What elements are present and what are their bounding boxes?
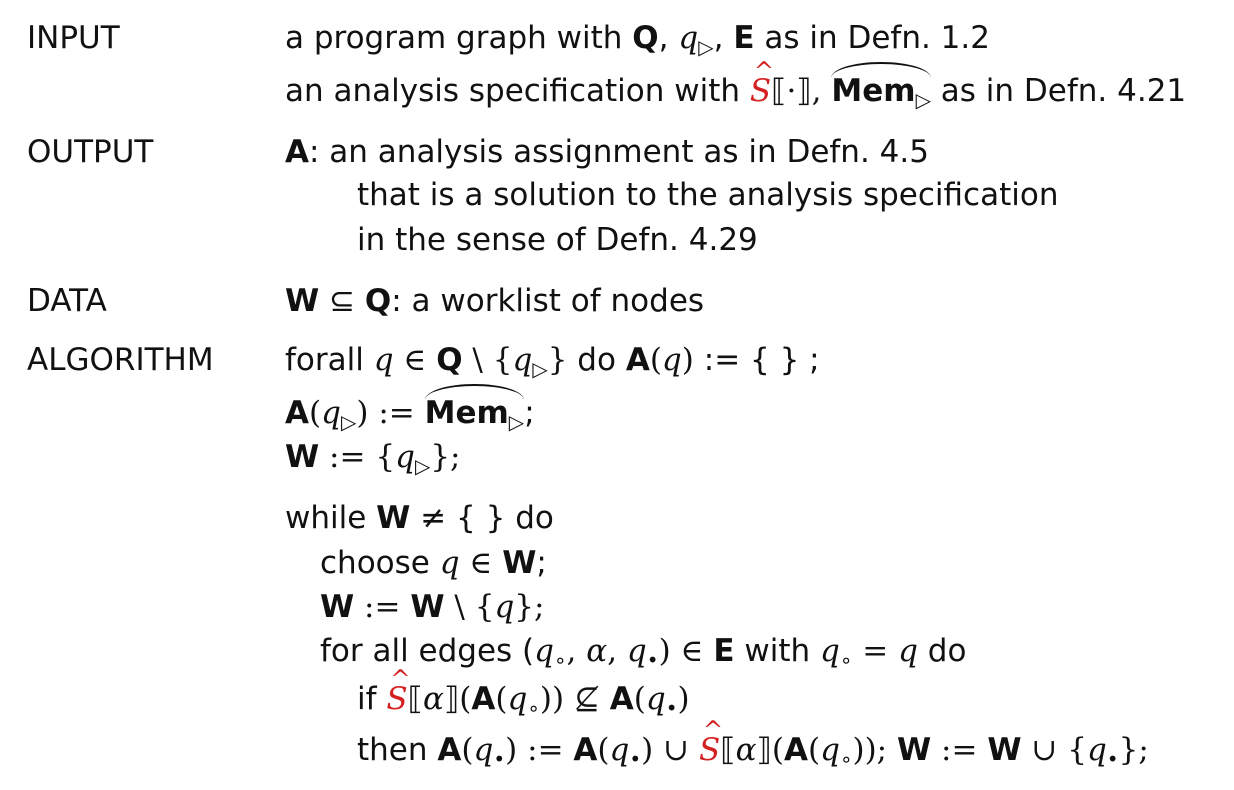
algo-line-choose: choose q ∈ W; <box>320 545 547 581</box>
algorithm-label: ALGORITHM <box>27 342 214 378</box>
output-line-3: in the sense of Defn. 4.29 <box>357 222 758 258</box>
mem-hat-symbol: Mem$_▷$ <box>831 72 931 119</box>
output-line-1: A: an analysis assignment as in Defn. 4.5 <box>285 134 929 170</box>
output-line-2: that is a solution to the analysis specification <box>357 177 1059 213</box>
data-label: DATA <box>27 283 107 319</box>
mem-hat-symbol: Mem$_▷$ <box>425 394 525 441</box>
s-hat-symbol: S ^ <box>386 680 407 718</box>
input-line-2: an analysis specification with S ^⟦·⟧, Mem$_▷$ as in Defn. 4.21 <box>285 72 1186 119</box>
algo-line-then: then $A(q_•)$ := $A(q_•)$ ∪ S $\^{}⟦\alpha⟧(A(q_\circ))$; W := W ∪ $\{q_•\}$; <box>357 731 1149 778</box>
s-hat-symbol: S ^ <box>699 731 720 769</box>
data-line: W ⊆ Q: a worklist of nodes <box>285 283 705 319</box>
s-hat-symbol: S ^ <box>750 72 771 110</box>
algo-line-while: while W ≠ { } do <box>285 500 554 536</box>
input-line-1: a program graph with Q, $q_▷$, E as in Defn. 1.2 <box>285 20 990 59</box>
algo-line-if: if S $\^{}⟦\alpha⟧(A(q_\circ))$ ⊈ $A(q_•)$ <box>357 680 690 727</box>
algo-line-for-edges: for all edges ($q_\circ$, α, $q_•$) ∈ E with $q_\circ = q$ do <box>320 633 967 672</box>
algo-line-w-init: W := $\{q_▷\}$; <box>285 439 461 478</box>
algo-line-init: $A(q_▷)$ := Mem$_▷$; <box>285 394 535 441</box>
output-label: OUTPUT <box>27 134 154 170</box>
input-label: INPUT <box>27 20 120 56</box>
algo-line-forall: forall q ∈ Q \ $\{q_▷\}$ do A(q) := { } ; <box>285 342 820 381</box>
algo-line-w-update: W := W \ {q}; <box>320 589 545 625</box>
